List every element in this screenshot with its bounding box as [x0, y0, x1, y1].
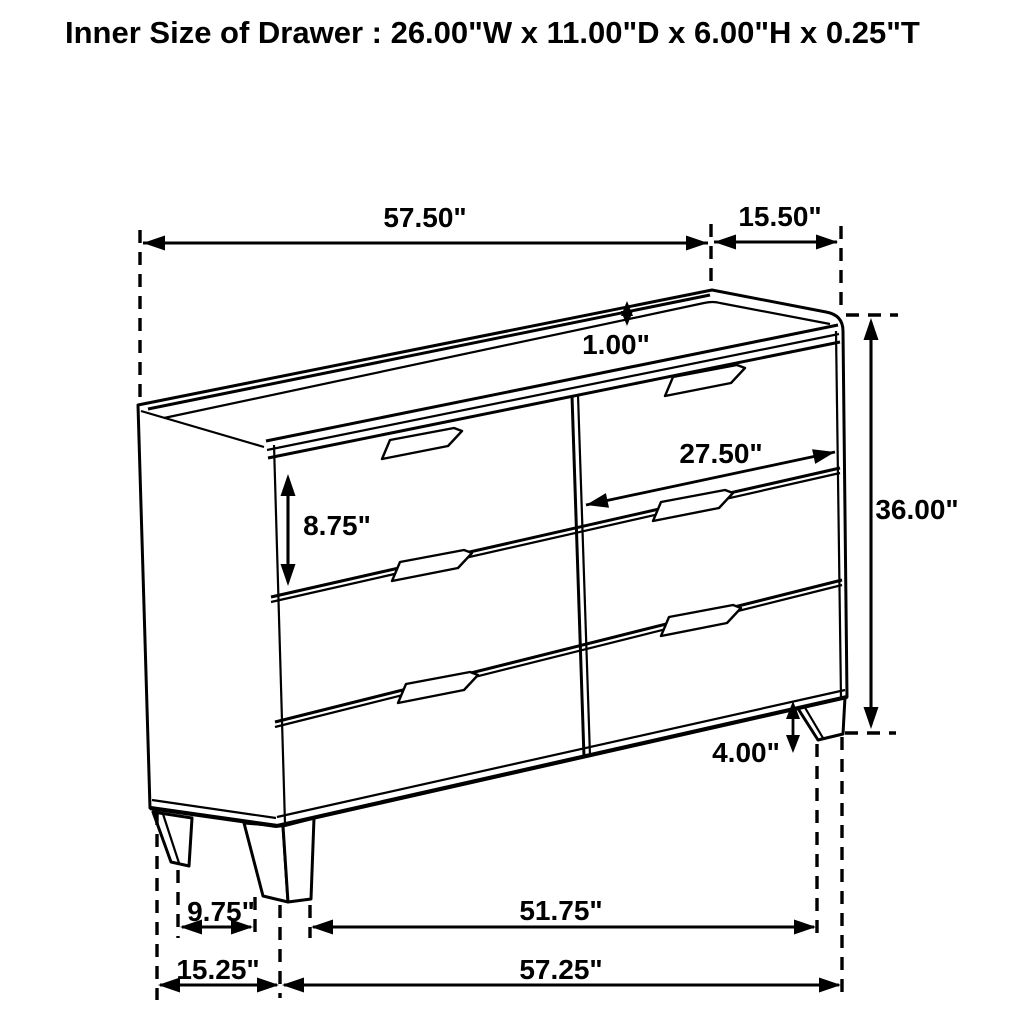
dimension-label-foot-height: 4.00": [712, 737, 780, 768]
front-left-leg-side: [244, 823, 288, 902]
dresser-drawing: [138, 290, 847, 902]
dim-front-feet-spacing: [311, 895, 816, 935]
dimension-label-drawer-width: 27.50": [679, 438, 763, 469]
dim-overall-height: [864, 318, 959, 729]
page-title: Inner Size of Drawer : 26.00"W x 11.00"D x 6.00"H x 0.25"T: [65, 15, 920, 50]
dimension-label-front-feet-spacing: 51.75": [519, 895, 603, 926]
dim-top-width: [143, 202, 708, 251]
dimension-label-foot-spacing-depth: 9.75": [187, 896, 255, 927]
front-left-leg-front: [283, 818, 314, 902]
dimension-label-top-depth: 15.50": [738, 201, 822, 232]
dimension-label-base-depth: 15.25": [176, 954, 260, 985]
dim-top-depth: [714, 201, 838, 250]
dimension-label-top-width: 57.50": [383, 202, 467, 233]
dimension-label-drawer-front-height: 8.75": [303, 510, 371, 541]
dimension-label-top-lip-height: 1.00": [582, 329, 650, 360]
dim-foot-spacing-depth: [180, 896, 255, 935]
back-left-leg: [153, 812, 192, 866]
dim-base-width: [282, 954, 841, 993]
dimension-label-base-width: 57.25": [519, 954, 603, 985]
dimension-label-overall-height: 36.00": [875, 494, 959, 525]
dim-base-depth: [158, 954, 279, 993]
